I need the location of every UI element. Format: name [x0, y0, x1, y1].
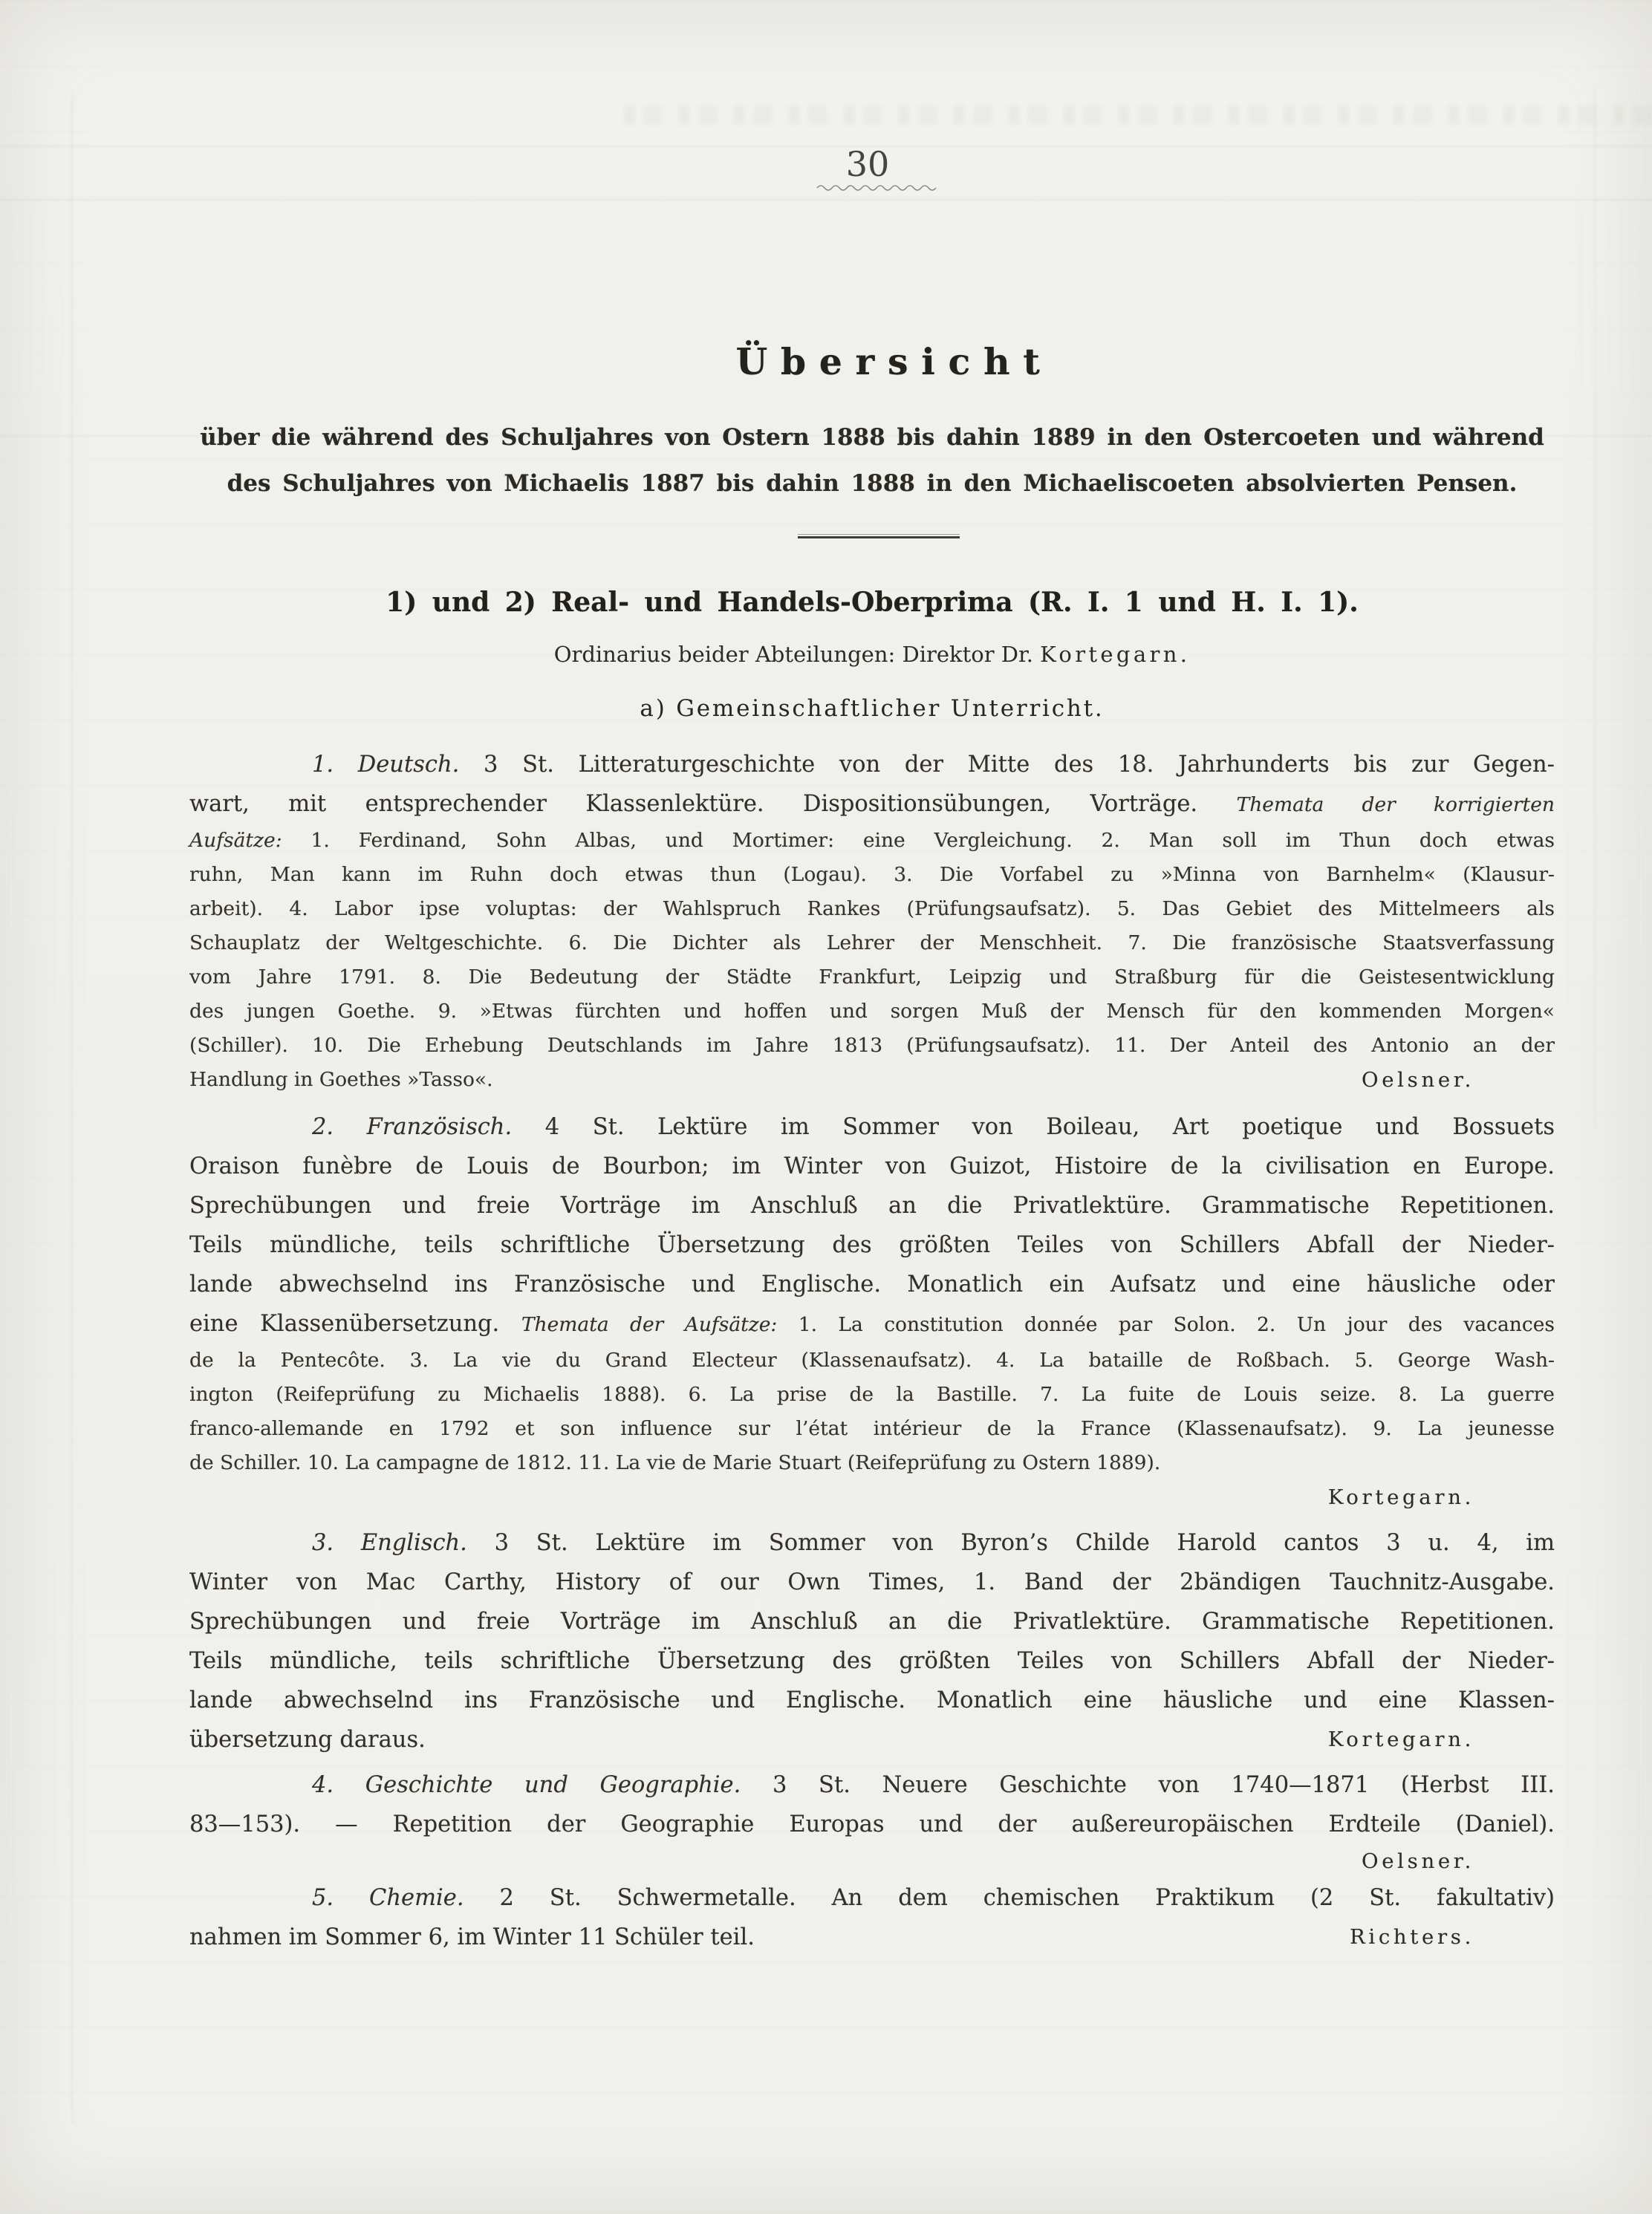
- text-line: [189, 1563, 1555, 1602]
- text-line: [189, 1446, 1555, 1480]
- ordinarius-text: Ordinarius beider Abteilungen: Direktor Dr.: [553, 642, 1041, 667]
- text-line: [189, 1765, 1555, 1805]
- subject-or-emphasis-text: 5. Chemie.: [312, 1885, 464, 1911]
- scan-line-artifact: [1594, 89, 1596, 1129]
- text-line: [189, 784, 1555, 824]
- teacher-signature: Oelsner.: [1362, 1849, 1474, 1873]
- text-line: [189, 1186, 1555, 1225]
- body-text: übersetzung daraus.: [189, 1727, 426, 1753]
- body-text: ruhn, Man kann im Ruhn doch etwas thun (Logau). 3. Die Vorfabel zu »Minna von Barnhelm« (Klausur-: [189, 863, 1555, 886]
- body-text: Schauplatz der Weltgeschichte. 6. Die Dichter als Lehrer der Menschheit. 7. Die französische Staatsverfassung: [189, 931, 1555, 954]
- body-text: 3 St. Litteraturgeschichte von der Mitte des 18. Jahrhunderts bis zur Gegen-: [459, 752, 1555, 778]
- scan-line-artifact: [0, 199, 1652, 201]
- page-bleedthrough-artifact: [624, 105, 1652, 125]
- teacher-signature: Kortegarn.: [1327, 1728, 1474, 1751]
- body-text: lande abwechselnd ins Französische und Englische. Monatlich ein Aufsatz und eine häusliche oder: [189, 1272, 1555, 1298]
- text-line: [189, 1029, 1555, 1063]
- subsection-heading: a) Gemeinschaftlicher Unterricht.: [640, 695, 1105, 722]
- intro-paragraph: [145, 414, 1599, 507]
- body-text: 1. Ferdinand, Sohn Albas, und Mortimer: eine Vergleichung. 2. Man soll im Thun doch etwas: [282, 829, 1555, 852]
- text-line: [189, 1641, 1555, 1681]
- paragraph-chemie: [189, 1878, 1555, 1957]
- section-heading: 1) und 2) Real- und Handels-Oberprima (R. I. 1 und H. I. 1).: [386, 587, 1359, 618]
- text-line: [189, 1480, 1555, 1514]
- body-text: de Schiller. 10. La campagne de 1812. 11. La vie de Marie Stuart (Reifeprüfung zu Ostern 1889).: [189, 1451, 1161, 1474]
- paragraph-franzoesisch: [189, 1107, 1555, 1514]
- body-text: ington (Reifeprüfung zu Michaelis 1888). 6. La prise de la Bastille. 7. La fuite de Louis seize. 8. La guerre: [189, 1383, 1555, 1406]
- page-number-wavy-underline: [816, 183, 937, 192]
- body-text: 4 St. Lektüre im Sommer von Boileau, Art poetique und Bossuets: [512, 1114, 1555, 1140]
- subject-or-emphasis-text: 2. Französisch.: [312, 1114, 513, 1140]
- ordinarius-line: [189, 642, 1555, 667]
- text-line: [189, 1225, 1555, 1265]
- text-line: [189, 1918, 1555, 1957]
- ordinarius-name: Kortegarn.: [1040, 642, 1191, 667]
- text-line: [189, 1107, 1555, 1147]
- body-text: 3 St. Neuere Geschichte von 1740—1871 (Herbst III.: [741, 1772, 1555, 1798]
- text-line: [189, 1063, 1555, 1097]
- text-line: [189, 1378, 1555, 1412]
- body-text: Winter von Mac Carthy, History of our Own Times, 1. Band der 2bändigen Tauchnitz-Ausgabe.: [189, 1569, 1555, 1595]
- text-line: [189, 1147, 1555, 1186]
- text-line: [189, 1844, 1555, 1878]
- teacher-signature: Oelsner.: [1362, 1068, 1474, 1092]
- body-text: 1. La constitution donnée par Solon. 2. Un jour des vacances: [777, 1313, 1555, 1336]
- text-line: [189, 1265, 1555, 1304]
- paragraph-geschichte-geographie: [189, 1765, 1555, 1878]
- paragraph-englisch: [189, 1523, 1555, 1759]
- text-line: [189, 1805, 1555, 1844]
- body-text: 3 St. Lektüre im Sommer von Byron’s Childe Harold cantos 3 u. 4, im: [466, 1530, 1555, 1556]
- text-line: [189, 745, 1555, 784]
- body-text: (Schiller). 10. Die Erhebung Deutschlands im Jahre 1813 (Prüfungsaufsatz). 11. Der Anteil des Antonio an der: [189, 1034, 1555, 1057]
- body-text: Oraison funèbre de Louis de Bourbon; im Winter von Guizot, Histoire de la civilisation en Europe.: [189, 1153, 1555, 1179]
- text-line: [189, 994, 1555, 1029]
- subject-or-emphasis-text: Aufsätze:: [189, 829, 282, 852]
- body-text: 2 St. Schwermetalle. An dem chemischen Praktikum (2 St. fakultativ): [464, 1885, 1555, 1911]
- body-text: nahmen im Sommer 6, im Winter 11 Schüler teil.: [189, 1924, 755, 1950]
- body-text: Handlung in Goethes »Tasso«.: [189, 1068, 493, 1091]
- subject-or-emphasis-text: 4. Geschichte und Geographie.: [312, 1772, 741, 1798]
- page-number: 30: [845, 144, 890, 184]
- text-line: [189, 1720, 1555, 1759]
- subject-or-emphasis-text: Themata der Aufsätze:: [521, 1313, 778, 1336]
- text-line: [189, 960, 1555, 994]
- body-text: eine Klassenübersetzung.: [189, 1311, 521, 1337]
- text-line: [189, 1523, 1555, 1563]
- body-text: Sprechübungen und freie Vorträge im Anschluß an die Privatlektüre. Grammatische Repetitionen.: [189, 1609, 1555, 1635]
- scan-line-artifact: [71, 89, 73, 2124]
- body-text: de la Pentecôte. 3. La vie du Grand Electeur (Klassenaufsatz). 4. La bataille de Roßbach. 5. George Wash-: [189, 1349, 1555, 1372]
- text-line: [189, 1344, 1555, 1378]
- paragraph-deutsch: [189, 745, 1555, 1097]
- body-text: lande abwechselnd ins Französische und Englische. Monatlich eine häusliche und eine Klassen-: [189, 1687, 1555, 1713]
- subject-or-emphasis-text: Themata der korrigierten: [1236, 793, 1555, 816]
- body-text: des jungen Goethe. 9. »Etwas fürchten und hoffen und sorgen Muß der Mensch für den kommenden Morgen«: [189, 1000, 1555, 1023]
- body-text: Teils mündliche, teils schriftliche Übersetzung des größten Teiles von Schillers Abfall der Nieder-: [189, 1648, 1555, 1674]
- document-title: Übersicht: [735, 340, 1053, 383]
- text-line: [189, 1878, 1555, 1918]
- body-text-block: [189, 745, 1555, 1957]
- intro-line-1: über die während des Schuljahres von Ostern 1888 bis dahin 1889 in den Ostercoeten und während: [200, 424, 1544, 451]
- body-text: vom Jahre 1791. 8. Die Bedeutung der Städte Frankfurt, Leipzig und Straßburg für die Geistesentwicklung: [189, 966, 1555, 989]
- subject-or-emphasis-text: 1. Deutsch.: [312, 752, 460, 778]
- text-line: [189, 892, 1555, 926]
- text-line: [189, 1304, 1555, 1344]
- intro-line-2: des Schuljahres von Michaelis 1887 bis dahin 1888 in den Michaeliscoeten absolvierten Pensen.: [227, 470, 1518, 497]
- text-line: [189, 824, 1555, 858]
- body-text: Teils mündliche, teils schriftliche Übersetzung des größten Teiles von Schillers Abfall der Nieder-: [189, 1232, 1555, 1258]
- text-line: [189, 1602, 1555, 1641]
- body-text: 83—153). — Repetition der Geographie Europas und der außereuropäischen Erdteile (Daniel).: [189, 1811, 1555, 1837]
- section-divider-rule: [798, 534, 960, 538]
- text-line: [189, 1681, 1555, 1720]
- text-line: [189, 858, 1555, 892]
- body-text: wart, mit entsprechender Klassenlektüre. Dispositionsübungen, Vorträge.: [189, 791, 1237, 817]
- body-text: Sprechübungen und freie Vorträge im Anschluß an die Privatlektüre. Grammatische Repetitionen.: [189, 1193, 1555, 1219]
- text-line: [189, 1412, 1555, 1446]
- teacher-signature: Kortegarn.: [1327, 1485, 1474, 1509]
- teacher-signature: Richters.: [1349, 1925, 1474, 1949]
- subject-or-emphasis-text: 3. Englisch.: [312, 1530, 467, 1556]
- body-text: arbeit). 4. Labor ipse voluptas: der Wahlspruch Rankes (Prüfungsaufsatz). 5. Das Gebiet des Mittelmeers als: [189, 897, 1555, 920]
- body-text: franco-allemande en 1792 et son influence sur l’état intérieur de la France (Klassenaufsatz). 9. La jeunesse: [189, 1417, 1555, 1440]
- text-line: [189, 926, 1555, 960]
